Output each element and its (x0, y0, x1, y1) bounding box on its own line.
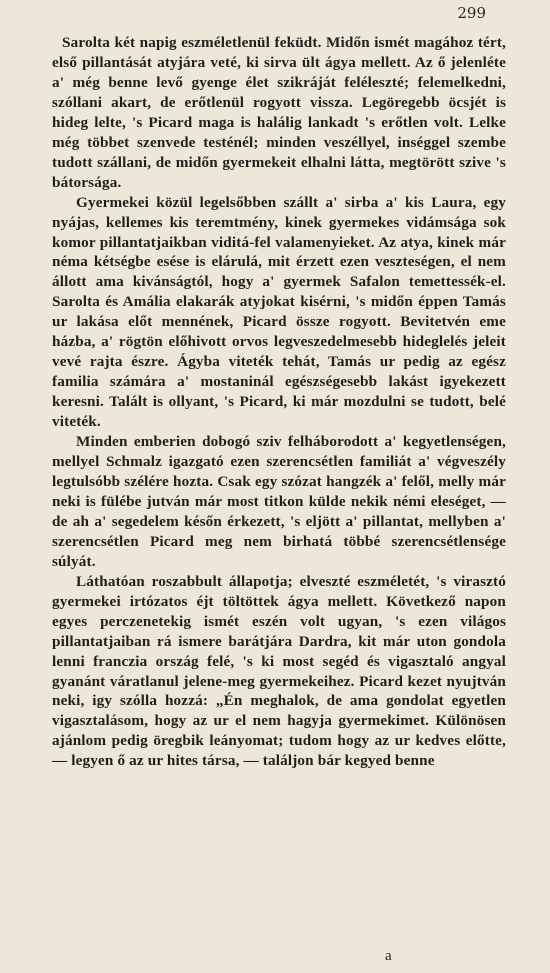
page-number: 299 (457, 4, 486, 22)
paragraph: Sarolta két napig eszméletlenül feküdt. Midőn ismét magához tért, első pillantását atyjára veté, ki sirva ült ágya mellett. Az ő jelenléte a' még benne levő gyenge élet szikráját feléleszté; felemelkedni, szóllani akart, de erőtlenül rogyott vissza. Legöregebb öcsjét is hideg lelte, 's Picard maga is halálig lankadt 's erőtlen volt. Lelke még többet szenvede testénél; minden veszéllyel, inséggel szembe tudott szállani, de midőn gyermekeit elhalni látta, megtörött szive 's bátorsága. (52, 34, 506, 191)
printer-signature-mark: a (385, 948, 392, 964)
paragraph: Minden emberien dobogó sziv felháborodott a' kegyetlenségen, mellyel Schmalz igazgató ezen szerencsétlen familiát a' végveszély legtulsóbb szélére hozta. Csak egy szózat hangzék a' felől, melly már neki is fülébe jutván már most titkon külde nekik némi eleséget, — de ah a' segedelem későn érkezett, 's eljött a' pillantat, mellyben a' szerencsétlen Picard meg nem birhatá többé szerencsétlensége súlyát. (52, 433, 506, 570)
paragraph: Láthatóan roszabbult állapotja; elveszté eszméletét, 's virasztó gyermekei irtózatos éjt töltöttek ágya mellett. Következő napon egyes perczenetekig ismét eszén volt ugyan, 's ezen világos pillantatjaiban rá ismere barátjára Dardra, kit már uton gondola lenni franczia ország felé, 's ki most segéd és vigasztaló angyal gyanánt váratlanul jelene-meg gyermekeihez. Picard kezet nyujtván neki, igy szólla hozzá: „Én meghalok, de ama gondolat egyetlen vigasztalásom, hogy az ur el nem hagyja gyermekimet. Különösen ajánlom pedig öregbik leányomat; tudom hogy az ur kedves előtte, — legyen ő az ur hites társa, — találjon bár kegyed benne (52, 572, 506, 770)
page-body-text (52, 33, 506, 771)
paragraph: Gyermekei közül legelsőbben szállt a' sirba a' kis Laura, egy nyájas, kellemes kis teremtmény, kinek gyermekes vidámsága sok komor pillantatjaikban viditá-fel valamenyieket. Az atya, kinek már néma kétségbe esése is elárulá, mit érzett ezen veszteségen, el nem állott ama kivánságtól, hogy a' gyermek Safalon temettessék-el. Sarolta és Amália elakarák atyjokat kisérni, 's midőn éppen Tamás ur lakása előt mennének, Picard össze rogyott. Bevitetvén eme házba, a' rögtön előhivott orvos legveszedelmesebb hideglelés jeleit vevé rajta észre. Ágyba viteték tehát, Tamás ur pedig az egész familia számára a' mostaninál egészségesebb lakást igyekezett keresni. Talált is ollyant, 's Picard, ki már mozdulni se tudott, belé viteték. (52, 193, 506, 431)
